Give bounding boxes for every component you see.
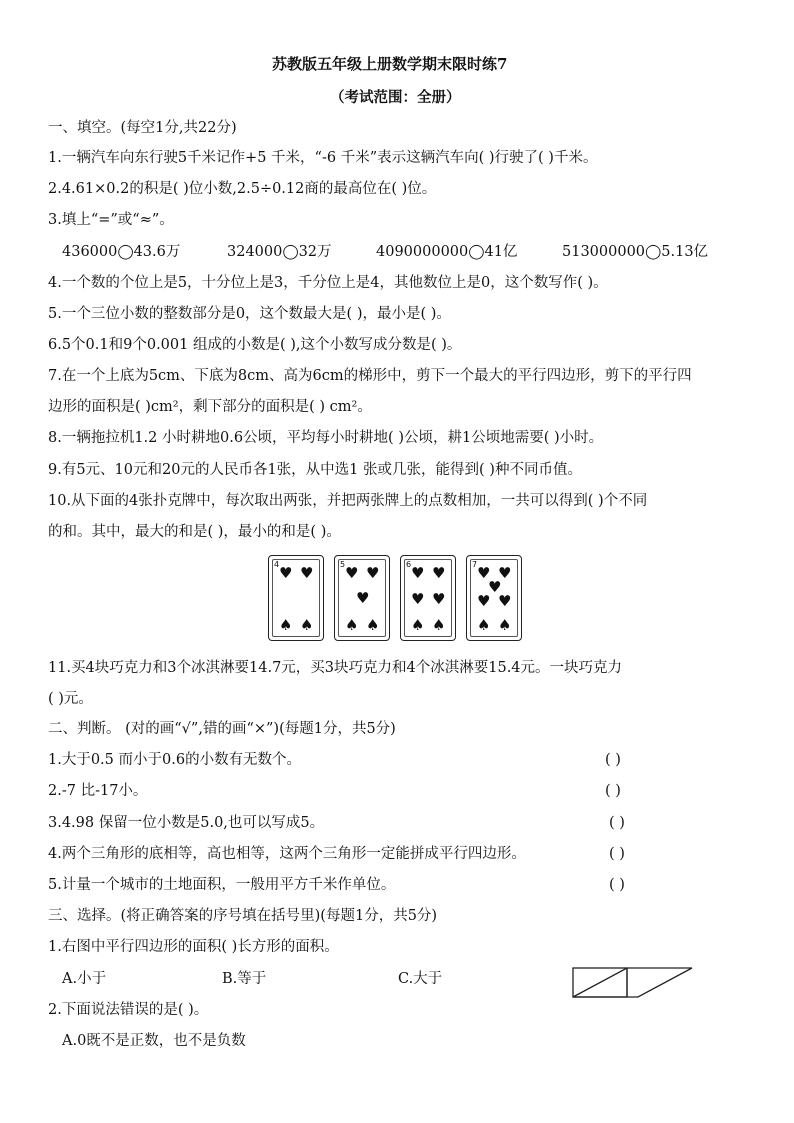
question-1-4: 4.一个数的个位上是5，十分位上是3，千分位上是4，其他数位上是0，这个数写作( )。 xyxy=(48,275,608,291)
heart-icon: ♥ xyxy=(498,564,512,582)
question-1-2: 2.4.61×0.2的积是( )位小数,2.5÷0.12商的最高位在( )位。 xyxy=(48,181,437,197)
card-rank-label: 6 xyxy=(406,560,412,569)
heart-icon: ♥ xyxy=(300,564,314,582)
question-1-11-line-2: ( )元。 xyxy=(48,691,93,707)
heart-icon: ♥ xyxy=(477,592,491,610)
judgement-answer-box-2[interactable]: ( ) xyxy=(605,783,621,799)
playing-card-6 xyxy=(400,555,456,641)
question-1-10-line-2: 的和。其中，最大的和是( )，最小的和是( )。 xyxy=(48,524,341,540)
page-subtitle: （考试范围：全册） xyxy=(330,89,461,106)
comparison-item-1: 436000◯43.6万 xyxy=(62,244,181,260)
question-1-5: 5.一个三位小数的整数部分是0，这个数最大是( )，最小是( )。 xyxy=(48,306,451,322)
choice-option-b: B.等于 xyxy=(222,971,267,987)
question-1-3: 3.填上“=”或“≈”。 xyxy=(48,212,174,228)
card-rank-label: 4 xyxy=(274,560,280,569)
playing-card-4 xyxy=(268,555,324,641)
judgement-answer-box-1[interactable]: ( ) xyxy=(605,752,621,768)
spade-icon: ♠ xyxy=(477,616,491,634)
playing-card-7 xyxy=(466,555,522,641)
heart-icon: ♥ xyxy=(477,564,491,582)
comparison-item-2: 324000◯32万 xyxy=(227,244,332,260)
section2-heading: 二、判断。 (对的画“√”,错的画“×”)(每题1分，共5分) xyxy=(48,721,396,737)
choice-question-1: 1.右图中平行四边形的面积( )长方形的面积。 xyxy=(48,939,339,955)
parallelogram-shape xyxy=(573,968,692,997)
spade-icon: ♠ xyxy=(279,616,293,634)
card-rank-label: 7 xyxy=(472,560,478,569)
heart-icon: ♥ xyxy=(345,564,359,582)
question-1-11-line-1: 11.买4块巧克力和3个冰淇淋要14.7元，买3块巧克力和4个冰淇淋要15.4元。一块巧克力 xyxy=(48,660,623,676)
question-1-1: 1.一辆汽车向东行驶5千米记作+5 千米，“-6 千米”表示这辆汽车向( )行驶了( )千米。 xyxy=(48,150,598,166)
question-1-8: 8.一辆拖拉机1.2 小时耕地0.6公顷，平均每小时耕地( )公顷，耕1公顷地需要( )小时。 xyxy=(48,430,604,446)
judgement-item-3: 3.4.98 保留一位小数是5.0,也可以写成5。 xyxy=(48,815,325,831)
heart-icon: ♥ xyxy=(411,564,425,582)
judgement-answer-box-3[interactable]: ( ) xyxy=(609,815,625,831)
spade-icon: ♠ xyxy=(345,616,359,634)
comparison-item-3: 4090000000◯41亿 xyxy=(376,244,518,260)
judgement-item-1: 1.大于0.5 而小于0.6的小数有无数个。 xyxy=(48,752,302,768)
judgement-answer-box-4[interactable]: ( ) xyxy=(609,846,625,862)
spade-icon: ♠ xyxy=(300,616,314,634)
heart-icon: ♥ xyxy=(279,564,293,582)
playing-card-5 xyxy=(334,555,390,641)
question-1-10-line-1: 10.从下面的4张扑克牌中，每次取出两张，并把两张牌上的点数相加，一共可以得到( )个不同 xyxy=(48,493,648,509)
spade-icon: ♠ xyxy=(411,616,425,634)
playing-cards-figure xyxy=(268,555,528,643)
choice-option-a: A.小于 xyxy=(62,971,107,987)
judgement-item-5: 5.计量一个城市的土地面积，一般用平方千米作单位。 xyxy=(48,877,396,893)
section1-heading: 一、填空。(每空1分,共22分) xyxy=(48,120,237,136)
page-title: 苏教版五年级上册数学期末限时练7 xyxy=(272,55,508,73)
question-1-7-line-2: 边形的面积是( )cm²，剩下部分的面积是( ) cm²。 xyxy=(48,399,372,415)
choice-question-2-option-a: A.0既不是正数，也不是负数 xyxy=(62,1033,246,1049)
heart-icon: ♥ xyxy=(356,589,370,607)
comparison-item-4: 513000000◯5.13亿 xyxy=(562,244,709,260)
question-1-6: 6.5个0.1和9个0.001 组成的小数是( ),这个小数写成分数是( )。 xyxy=(48,337,462,353)
question-1-7-line-1: 7.在一个上底为5cm、下底为8cm、高为6cm的梯形中，剪下一个最大的平行四边形，剪下的平行四 xyxy=(48,368,692,384)
judgement-item-4: 4.两个三角形的底相等，高也相等，这两个三角形一定能拼成平行四边形。 xyxy=(48,846,526,862)
question-1-9: 9.有5元、10元和20元的人民币各1张，从中选1 张或几张，能得到( )种不同币值。 xyxy=(48,462,582,478)
card-rank-label: 5 xyxy=(340,560,346,569)
heart-icon: ♥ xyxy=(411,590,425,608)
section3-heading: 三、选择。(将正确答案的序号填在括号里)(每题1分，共5分) xyxy=(48,908,438,924)
spade-icon: ♠ xyxy=(498,616,512,634)
parallelogram-rectangle-figure xyxy=(572,966,694,1000)
heart-icon: ♥ xyxy=(498,592,512,610)
heart-icon: ♥ xyxy=(366,564,380,582)
heart-icon: ♥ xyxy=(432,564,446,582)
spade-icon: ♠ xyxy=(366,616,380,634)
heart-icon: ♥ xyxy=(432,590,446,608)
judgement-answer-box-5[interactable]: ( ) xyxy=(609,877,625,893)
choice-question-2: 2.下面说法错误的是( )。 xyxy=(48,1002,209,1018)
judgement-item-2: 2.-7 比-17小。 xyxy=(48,783,148,799)
heart-icon: ♥ xyxy=(488,578,502,596)
spade-icon: ♠ xyxy=(432,616,446,634)
choice-option-c: C.大于 xyxy=(398,971,443,987)
